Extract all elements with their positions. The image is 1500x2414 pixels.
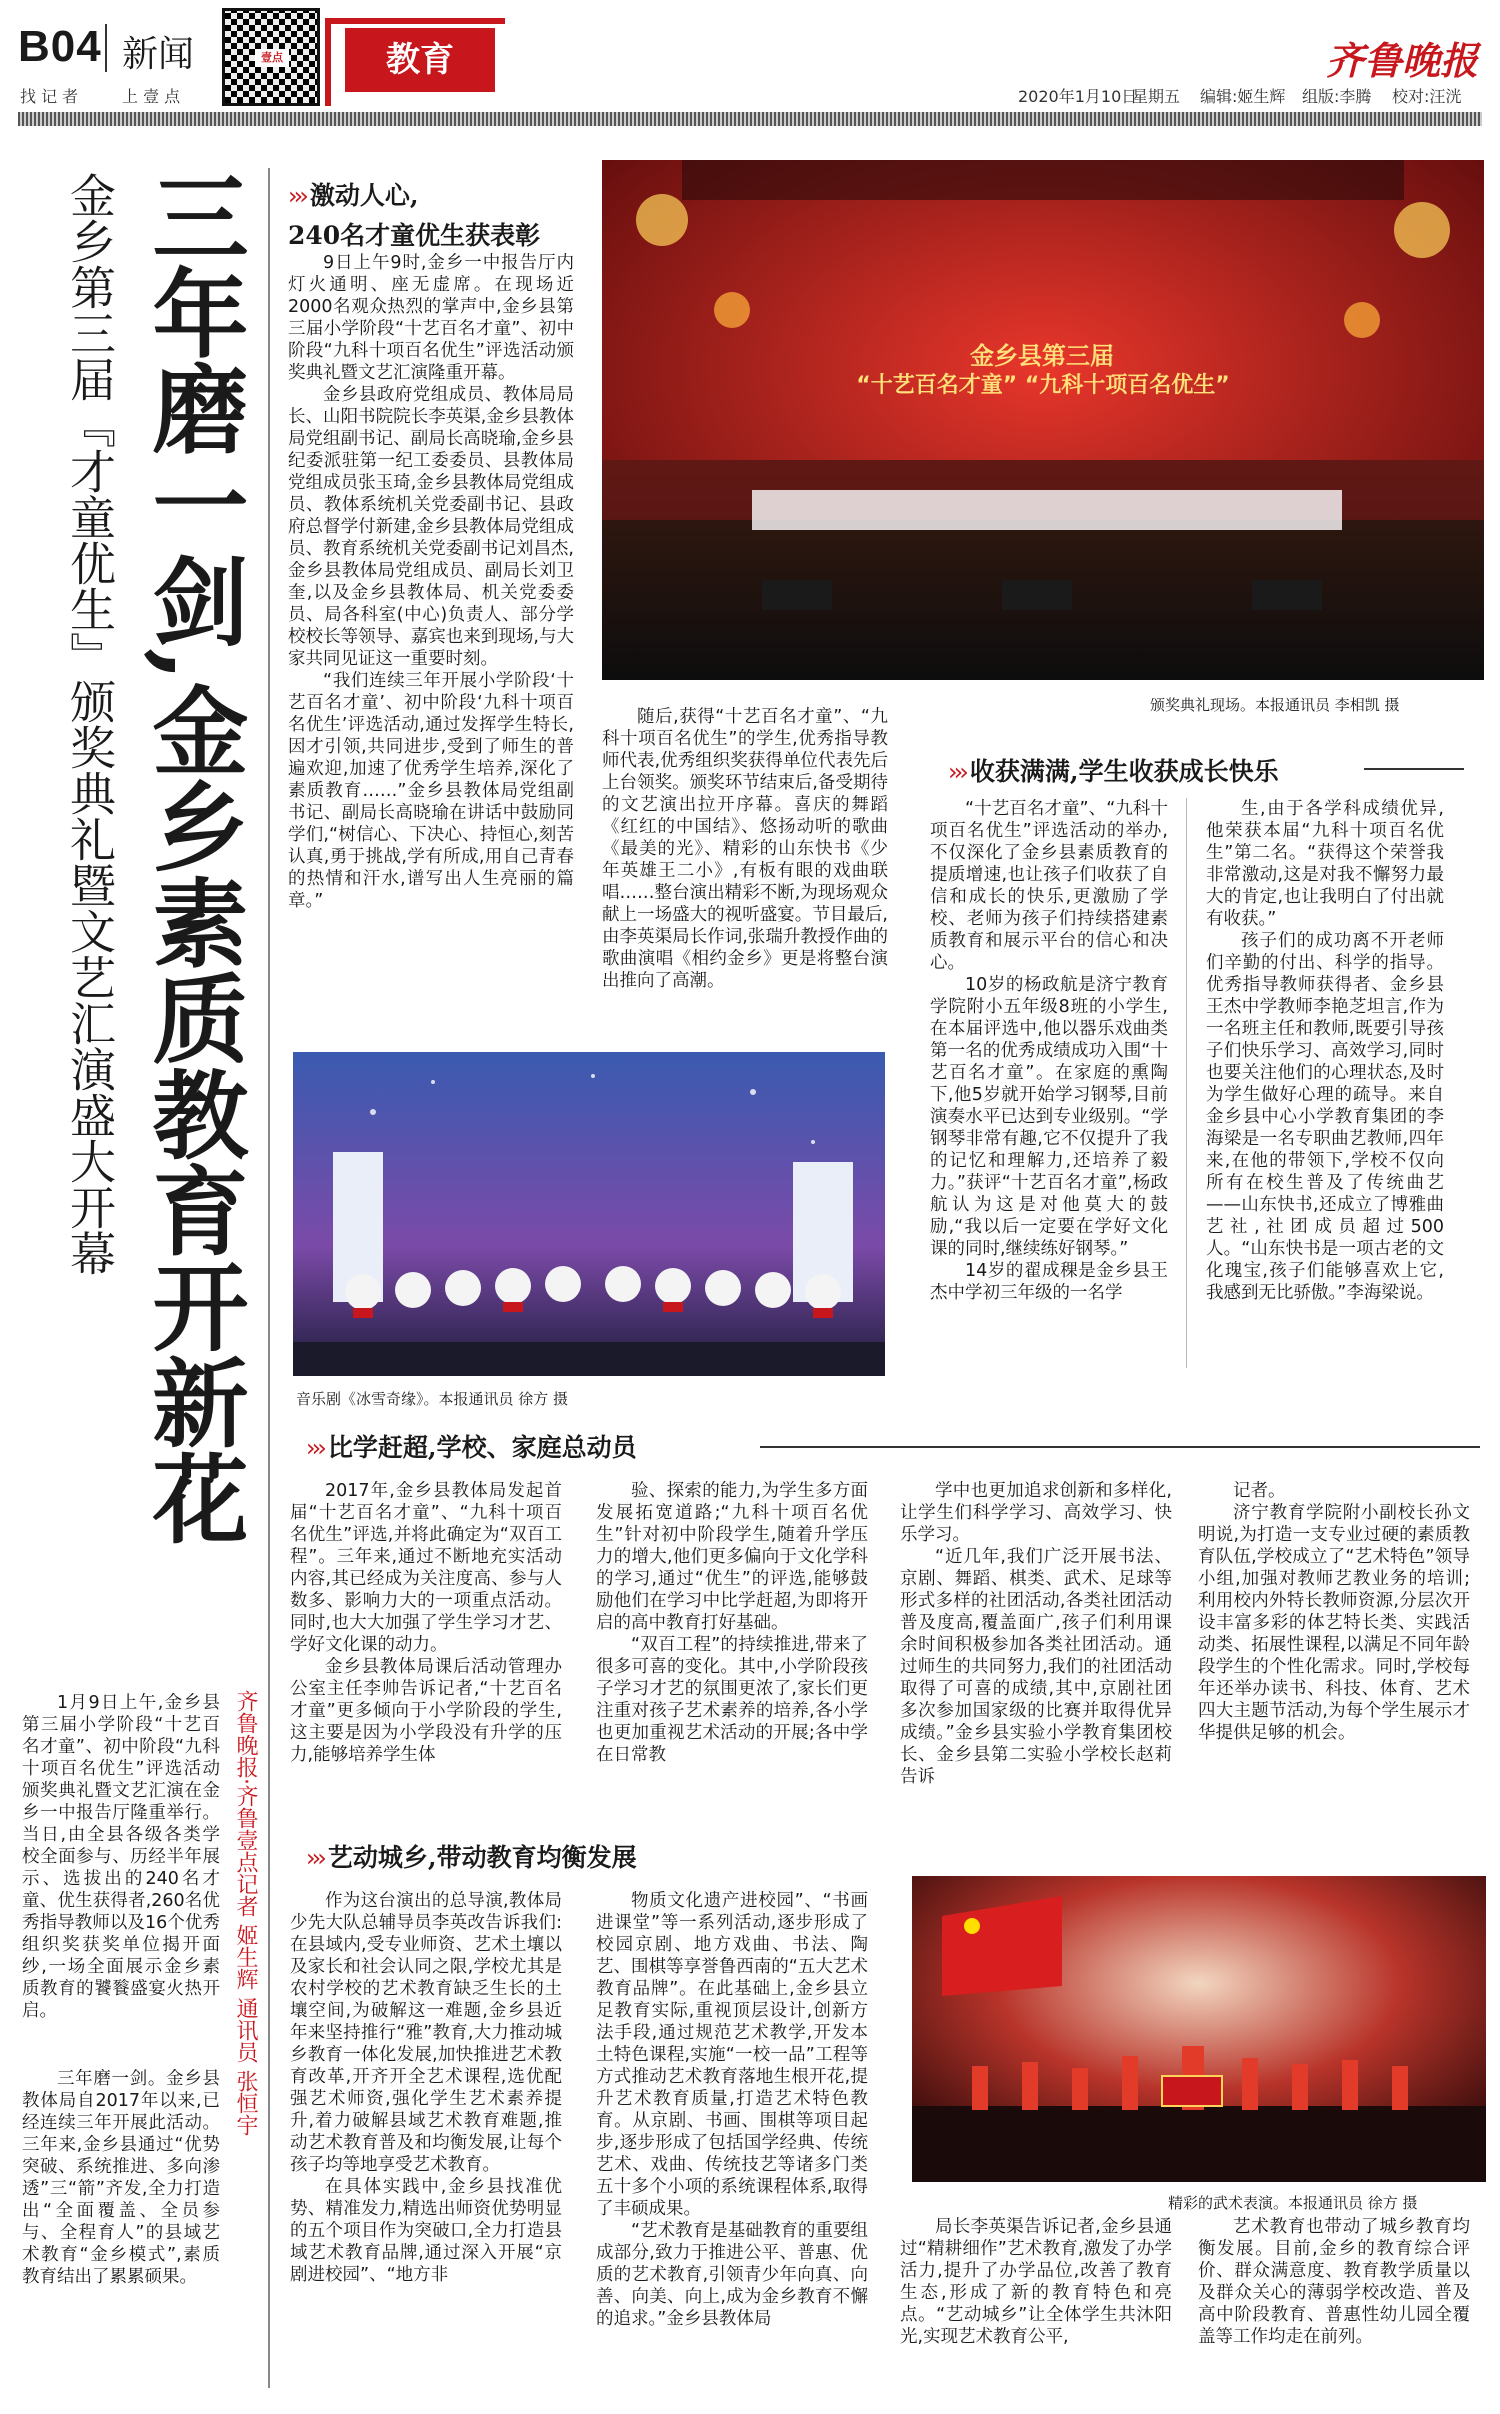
proof-credit: 校对:汪洸 [1392,87,1462,106]
section4-column-1 [290,1890,562,2286]
s3-col3-text [900,1480,1172,1788]
section4-column-3 [900,2216,1172,2348]
header-rule [18,112,1482,126]
paragraph: 生,由于各学科成绩优异,他荣获本届“九科十项百名优生”第二名。“获得这个荣誉我非常激动,这是对我不懈努力最大的肯定,也让我明白了付出就有收获。” [1206,799,1444,929]
paragraph: “双百工程”的持续推进,带来了很多可喜的变化。其中,小学阶段孩子学习才艺的氛围更浓了,家长们更注重对孩子艺术素养的培养,各小学也更加重视艺术活动的开展;各中学在日常教 [596,1635,868,1765]
layout-credit: 组版:李腾 [1302,87,1372,106]
date: 2020年1月10日 [1018,87,1138,106]
s3-col4-text [1198,1480,1470,1744]
section3-column-1 [290,1480,562,1766]
chevron-icon: ››› [948,758,965,786]
paragraph: 随后,获得“十艺百名才童”、“九科十项百名优生”的学生,优秀指导教师代表,优秀组织奖获得单位代表先后上台领奖。颁奖环节结束后,备受期待的文艺演出拉开序幕。喜庆的舞蹈《红红的中国结》、悠扬动听的歌曲《最美的光》、精彩的山东快书《少年英雄王二小》,有板有眼的戏曲联唱……整台演出精彩不断,为现场观众献上一场盛大的视听盛宴。节目最后,由李英渠局长作词,张瑞升教授作曲的歌曲演唱《相约金乡》更是将整台演出推向了高潮。 [602,707,888,991]
photo3-caption: 精彩的武术表演。本报通讯员 徐方 摄 [1168,2194,1418,2212]
chevron-icon: ››› [306,1844,323,1872]
page-code: B04 [18,22,102,71]
photo1-caption: 颁奖典礼现场。本报通讯员 李相凯 摄 [1150,696,1400,714]
martial-arts-photo [912,1876,1486,2182]
heading-rule [1364,768,1464,770]
section1-heading: ››› 激动人心, 240名才童优生获表彰 [288,181,541,250]
column-divider [268,168,270,2388]
column-divider [1186,798,1187,1368]
section-name: 新闻 [122,34,195,75]
paragraph: 10岁的杨政航是济宁教育学院附小五年级8班的小学生,在本届评选中,他以器乐戏曲类第一名的优秀成绩成功入围“十艺百名才童”。在家庭的熏陶下,他5岁就开始学习钢琴,目前演奏水平已达到专业级别。“学钢琴非常有趣,它不仅提升了我的记忆和理解力,还培养了毅力。”获评“十艺百名才童”,杨政航认为这是对他莫大的鼓励,“我以后一定要在学好文化课的同时,继续练好钢琴。” [930,975,1168,1259]
chevron-icon: ››› [306,1434,323,1462]
editor: 编辑:姬生辉 [1200,87,1286,106]
chevron-icon: ››› [288,182,305,210]
byline: 齐鲁晚报·齐鲁壹点记者 姬生辉 通讯员 张恒宇 [233,1690,258,2136]
s4-col4-text [1198,2216,1470,2348]
section4-heading: ››› 艺动城乡,带动教育均衡发展 [306,1843,637,1872]
section4-column-2 [596,1890,868,2330]
section3-column-3 [900,1480,1172,1788]
stage-banner-line2: “十艺百名才童” “九科十项百名优生” [856,373,1230,398]
slogan-left: 找 记 者 [20,87,79,106]
main-headline: 三年磨一剑,金乡素质教育开新花 [137,168,250,1546]
intro-paragraph-2: 三年磨一剑。金乡县教体局自2017年以来,已经连续三年开展此活动。三年来,金乡县通过“优势突破、系统推进、多向渗透”三“箭”齐发,全力打造出“全面覆盖、全员参与、全程育人”的县域艺术教育“金乡模式”,素质教育结出了累累硕果。 [22,2069,220,2287]
s2-col2-text [1206,798,1444,1304]
paragraph: 9日上午9时,金乡一中报告厅内灯火通明、座无虚席。在现场近2000名观众热烈的掌声中,金乡县第三届小学阶段“十艺百名才童”、初中阶段“九科十项百名优生”评选活动颁奖典礼暨文艺汇演隆重开幕。 [288,253,574,383]
paragraph: “十艺百名才童”、“九科十项百名优生”评选活动的举办,不仅深化了金乡县素质教育的提质增速,也让孩子们收获了自信和成长的快乐,更激励了学校、老师为孩子们持续搭建素质教育和展示平台的信心和决心。 [930,799,1168,973]
sub-headline: 金乡第三届『才童优生』颁奖典礼暨文艺汇演盛大开幕 [63,172,117,1276]
s4-col1-text [290,1890,562,2286]
stage-banner-line1: 金乡县第三届 [970,342,1114,370]
section3-column-2 [596,1480,868,1766]
section1-column-2 [602,706,888,992]
ceremony-photo [602,160,1484,680]
section2-column-1 [930,798,1168,1304]
s1-col1-text [288,252,574,912]
intro-paragraph-1: 1月9日上午,金乡县第三届小学阶段“十艺百名才童”、初中阶段“九科十项百名优生”评选活动颁奖典礼暨文艺汇演在金乡一中报告厅隆重举行。当日,由全县各级各类学校全面参与、历经半年展示、选拔出的240名才童、优生获得者,260名优秀指导教师以及16个优秀组织奖获奖单位揭开面纱,一场全面展示金乡素质教育的饕餮盛宴火热开启。 [22,1693,220,2021]
paragraph: 金乡县教体局课后活动管理办公室主任李帅告诉记者,“十艺百名才童”更多倾向于小学阶段的学生,这主要是因为小学段没有升学的压力,能够培养学生体 [290,1657,562,1765]
paragraph: 验、探索的能力,为学生多方面发展拓宽道路;“九科十项百名优生”针对初中阶段学生,随着升学压力的增大,他们更多偏向于文化学科的学习,通过“优生”的评选,能够鼓励他们在学习中比学赶超,为即将开启的高中教育打好基础。 [596,1481,868,1633]
weekday: 星期五 [1132,87,1181,106]
paragraph: 在具体实践中,金乡县找准优势、精准发力,精选出师资优势明显的五个项目作为突破口,全力打造县域艺术教育品牌,通过深入开展“京剧进校园”、“地方非 [290,2177,562,2285]
paragraph: 济宁教育学院附小副校长孙文明说,为打造一支专业过硬的素质教育队伍,学校成立了“艺术特色”领导小组,加强对教师艺教业务的培训;利用校内外特长教师资源,分层次开设丰富多彩的体艺特长类、实践活动类、拓展性课程,以满足不同年龄段学生的个性化需求。同时,学校每年还举办读书、科技、体育、艺术四大主题节活动,为每个学生展示才华提供足够的机会。 [1198,1503,1470,1743]
section1-column-1 [288,252,574,912]
slogan-right: 上 壹 点 [122,87,181,106]
qr-code[interactable] [222,8,320,106]
paragraph: “艺术教育是基础教育的重要组成部分,致力于推进公平、普惠、优质的艺术教育,引领青少年向真、向善、向美、向上,成为金乡教育不懈的追求。”金乡县教体局 [596,2221,868,2329]
paragraph: 作为这台演出的总导演,教体局少先大队总辅导员李英改告诉我们:在县域内,受专业师资、艺术土壤以及家长和社会认同之限,学校尤其是农村学校的艺术教育缺乏生长的土壤空间,为破解这一难题,金乡县近年来坚持推行“雅”教育,大力推动城乡教育一体化发展,加快推进艺术教育改革,开齐开全艺术课程,选优配强艺术师资,强化学生艺术素养提升,着力破解县域艺术教育难题,推动艺术教育普及和均衡发展,让每个孩子均等地享受艺术教育。 [290,1891,562,2175]
section2-heading: ››› 收获满满,学生收获成长快乐 [948,752,1464,788]
paragraph: 14岁的翟成稞是金乡县王杰中学初三年级的一名学 [930,1261,1168,1303]
s3-col1-text [290,1480,562,1766]
s1-col2-text [602,706,888,992]
paragraph: 学中也更加追求创新和多样化,让学生们科学学习、高效学习、快乐学习。 [900,1481,1172,1545]
paragraph: “近几年,我们广泛开展书法、京剧、舞蹈、棋类、武术、足球等形式多样的社团活动,各类社团活动普及度高,覆盖面广,孩子们利用课余时间积极参加各类社团活动。通过师生的共同努力,我们的社团活动取得了可喜的成绩,其中,京剧社团多次参加国家级的比赛并取得优异成绩。”金乡县实验小学教育集团校长、金乡县第二实验小学校长赵莉告诉 [900,1547,1172,1787]
paragraph: 局长李英渠告诉记者,金乡县通过“精耕细作”艺术教育,激发了办学活力,提升了办学品位,改善了教育生态,形成了新的教育特色和亮点。“艺动城乡”让全体学生共沐阳光,实现艺术教育公平, [900,2217,1172,2347]
s3-col2-text [596,1480,868,1766]
section3-column-4 [1198,1480,1470,1744]
newspaper-logo: 齐鲁晚报 [1325,38,1478,83]
s4-col2-text [596,1890,868,2330]
paragraph: 孩子们的成功离不开老师们辛勤的付出、科学的指导。优秀指导教师获得者、金乡县王杰中学教师李艳芝坦言,作为一名班主任和教师,既要引导孩子们快乐学习、高效学习,同时也要关注他们的心理状态,及时为学生做好心理的疏导。来自金乡县中心小学教育集团的李海梁是一名专职曲艺教师,四年来,在他的带领下,学校不仅向所有在校生普及了传统曲艺——山东快书,还成立了博雅曲艺社,社团成员超过500人。“山东快书是一项古老的文化瑰宝,孩子们能够喜欢上它,我感到无比骄傲。”李海梁说。 [1206,931,1444,1303]
qr-label: 壹点 [255,49,289,67]
musical-photo [293,1052,885,1376]
s4-col3-text [900,2216,1172,2348]
s2-col1-text [930,798,1168,1304]
section2-column-2 [1206,798,1444,1304]
paragraph: 物质文化遗产进校园”、“书画进课堂”等一系列活动,逐步形成了校园京剧、地方戏曲、书法、陶艺、围棋等享誉鲁西南的“五大艺术教育品牌”。在此基础上,金乡县立足教育实际,重视顶层设计,创新方法手段,通过规范艺术教学,开发本土特色课程,实施“一校一品”工程等方式推动艺术教育落地生根开花,提升艺术教育质量,打造艺术特色教育。从京剧、书画、围棋等项目起步,逐步形成了包括国学经典、传统艺术、戏曲、传统技艺等诸多门类五十多个小项的系统课程体系,取得了丰硕成果。 [596,1891,868,2219]
photo2-caption: 音乐剧《冰雪奇缘》。本报通讯员 徐方 摄 [296,1390,569,1408]
section3-heading: ››› 比学赶超,学校、家庭总动员 [306,1433,637,1462]
section-tab-education: 教育 [345,28,495,92]
heading-rule [760,1446,1480,1448]
paragraph: 金乡县政府党组成员、教体局局长、山阳书院院长李英渠,金乡县教体局党组副书记、副局长高晓瑜,金乡县纪委派驻第一纪工委委员、县教体局党组成员张玉琦,金乡县教体局党组成员、教体系统机关党委副书记、县政府总督学付新建,金乡县教体局党组成员、教育系统机关党委副书记刘昌杰,金乡县教体局党组成员、副局长刘卫奎,以及金乡县教体局、机关党委委员、局各科室(中心)负责人、部分学校校长等领导、嘉宾也来到现场,与大家共同见证这一重要时刻。 [288,385,574,669]
paragraph: “我们连续三年开展小学阶段‘十艺百名才童’、初中阶段‘九科十项百名优生’评选活动,通过发挥学生特长,因才引领,共同进步,受到了师生的普遍欢迎,加速了优秀学生培养,深化了素质教育……”金乡县教体局党组副书记、副局长高晓瑜在讲话中鼓励同学们,“树信心、下决心、持恒心,刻苦认真,勇于挑战,学有所成,用自己青春的热情和汗水,谱写出人生亮丽的篇章。” [288,671,574,911]
paragraph: 记者。 [1233,1481,1286,1501]
paragraph: 2017年,金乡县教体局发起首届“十艺百名才童”、“九科十项百名优生”评选,并将此确定为“双百工程”。三年来,通过不断地充实活动内容,其已经成为关注度高、参与人数多、影响力大的一项重点活动。同时,也大大加强了学生学习才艺、学好文化课的动力。 [290,1481,562,1655]
paragraph: 艺术教育也带动了城乡教育均衡发展。目前,金乡的教育综合评价、群众满意度、教育教学质量以及群众关心的薄弱学校改造、普及高中阶段教育、普惠性幼儿园全覆盖等工作均走在前列。 [1198,2217,1470,2347]
header-divider [105,24,107,72]
section4-column-4 [1198,2216,1470,2348]
